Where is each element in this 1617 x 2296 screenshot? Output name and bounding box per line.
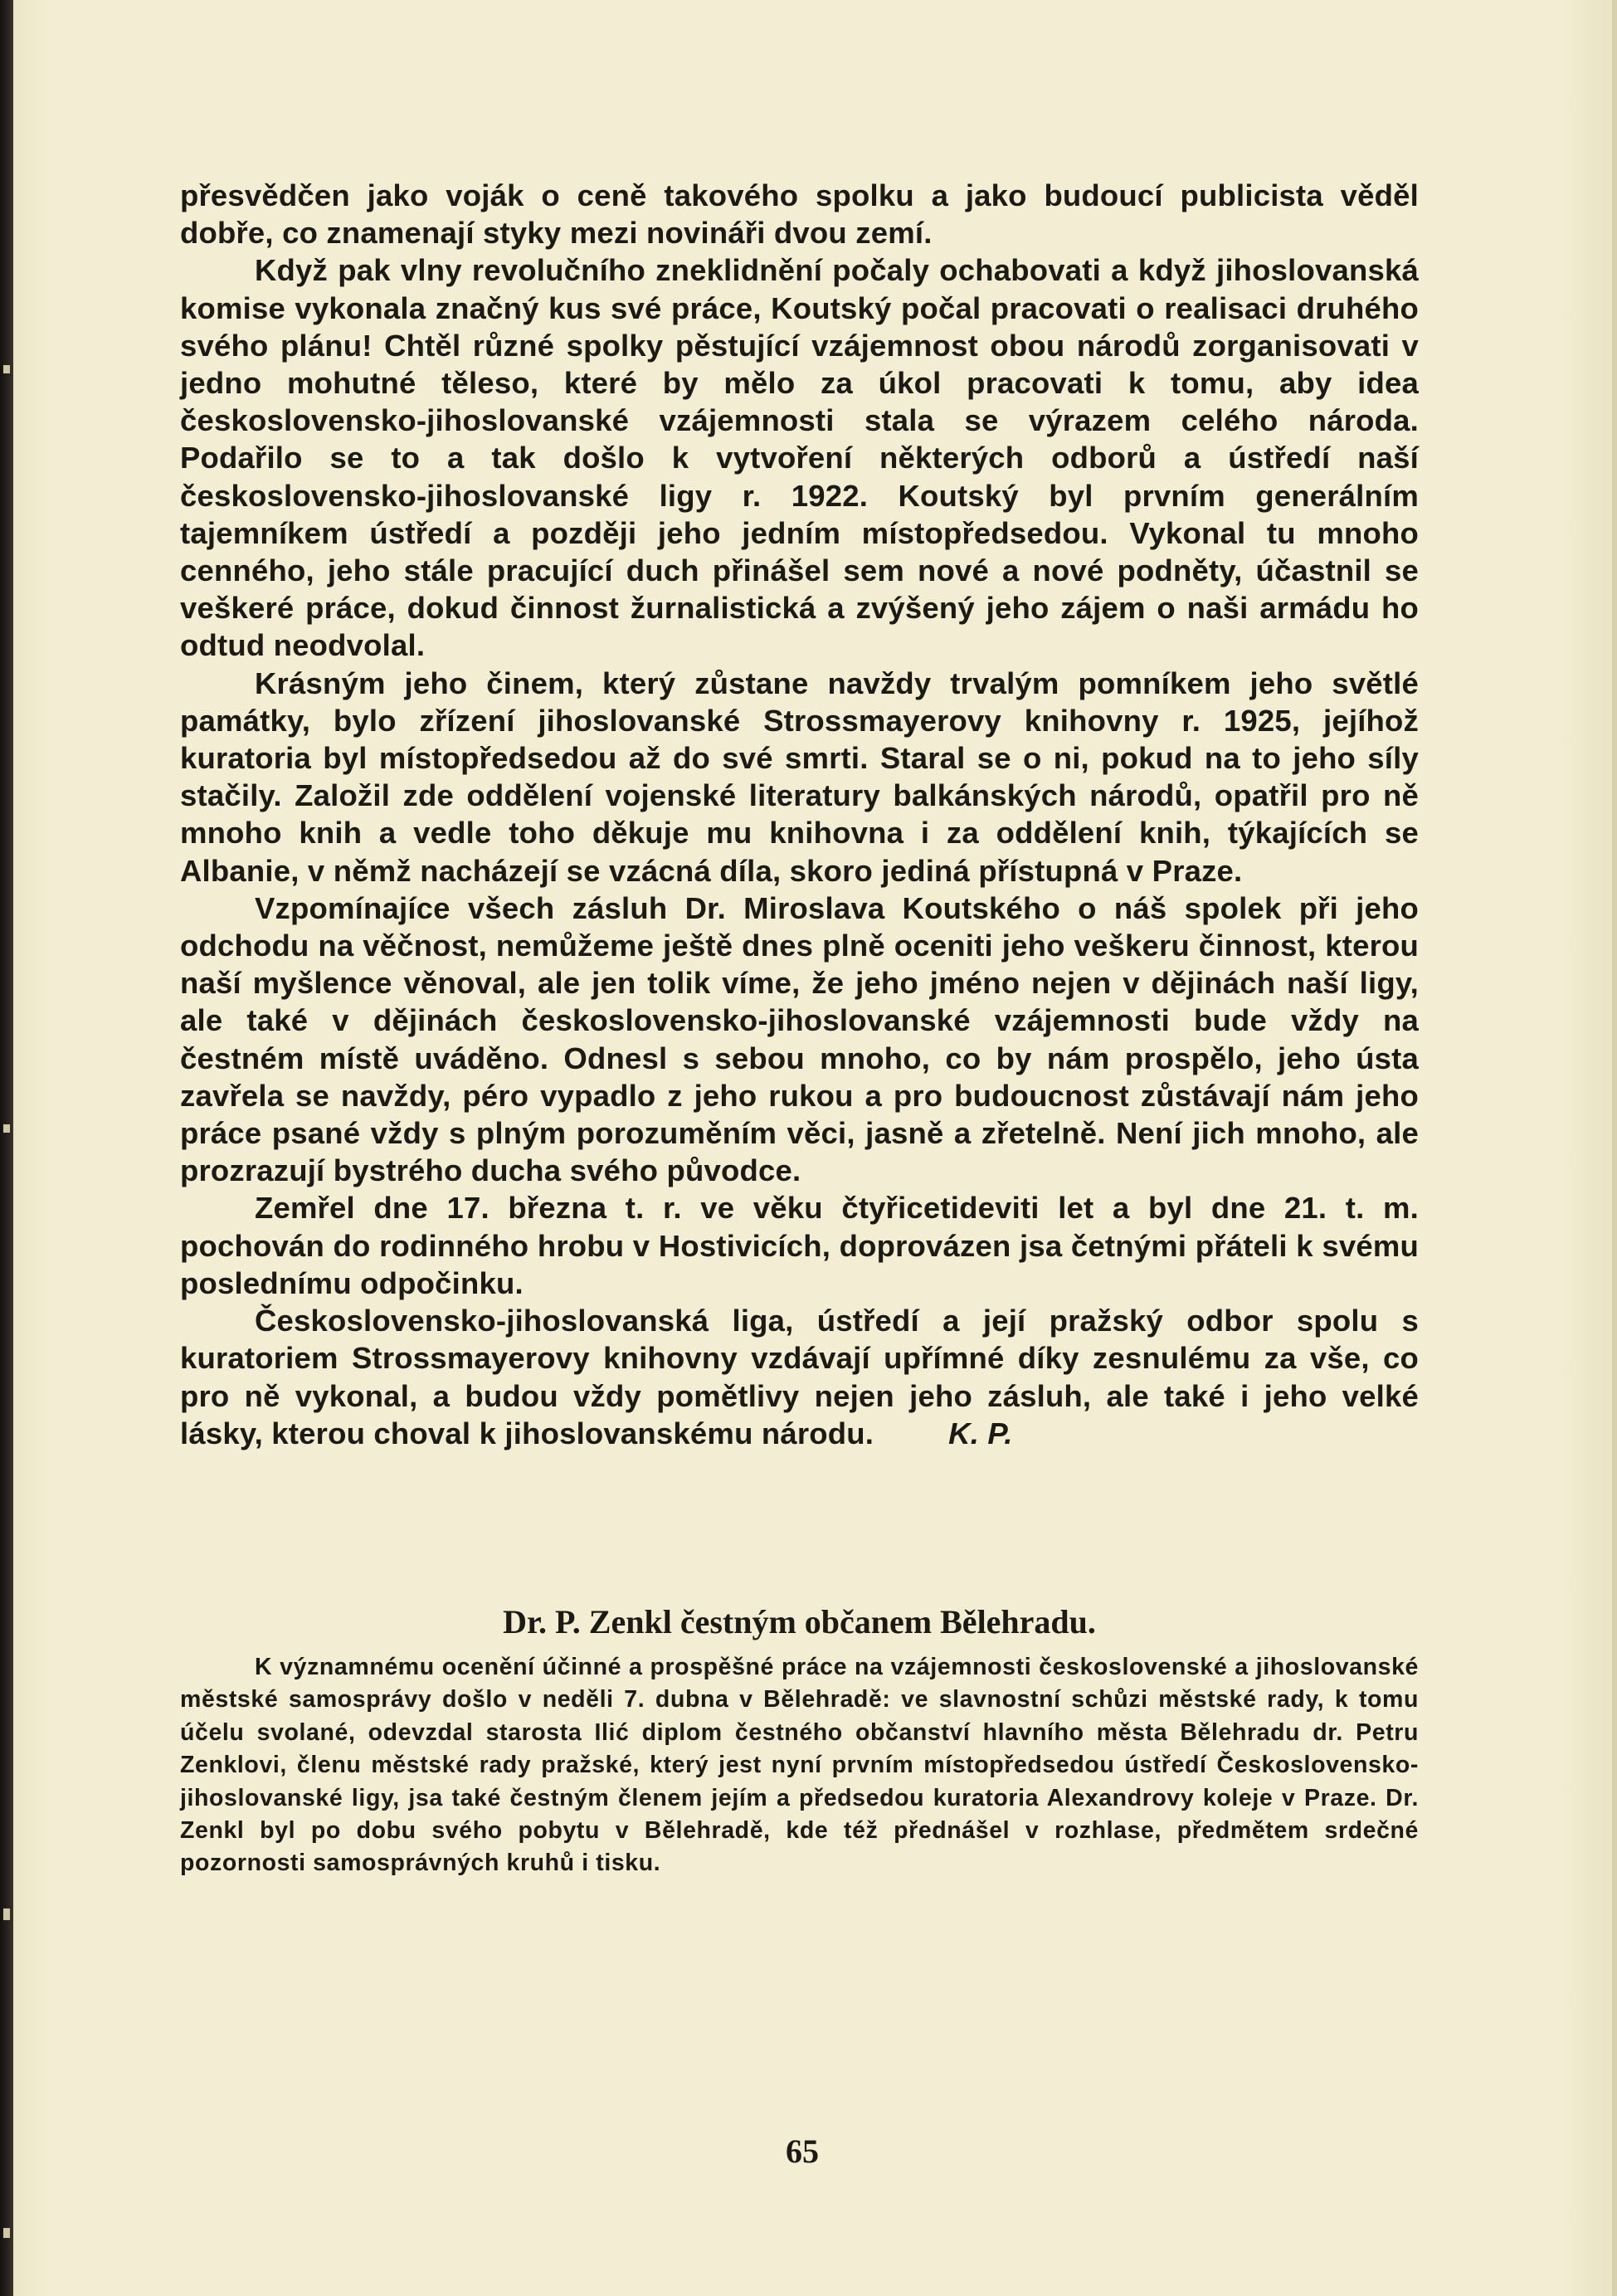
article-paragraph: Vzpomínajíce všech zásluh Dr. Miroslava Koutského o náš spolek při jeho odchodu na věčnost, nemůžeme ještě dnes plně oceniti jeho veškeru činnost, kterou naší myšlence věnoval, ale jen tolik víme, že jeho jméno nejen v dějinách naší ligy, ale také v dějinách československo-jihoslovanské vzájemnosti bude vždy na čestném místě uváděno. Odnesl s sebou mnoho, co by nám prospělo, jeho ústa zavřela se navždy, péro vypadlo z jeho rukou a pro budoucnost zůstávají nám jeho práce psané vždy s plným porozuměním věci, jasně a zřetelně. Není jich mnoho, ale prozrazují bystrého ducha svého původce. — [180, 890, 1419, 1188]
page-right-edge — [1612, 0, 1617, 2296]
page-binding-edge — [0, 0, 13, 2296]
binding-mark — [3, 1908, 10, 1920]
article-paragraph: Krásným jeho činem, který zůstane navždy trvalým pomníkem jeho světlé památky, bylo zřízení jihoslovanské Strossmayerovy knihovny r. 1925, jejíhož kuratoria byl místopředsedou až do své smrti. Staral se o ni, pokud na to jeho síly stačily. Založil zde oddělení vojenské literatury balkánských národů, opatřil pro ně mnoho knih a vedle toho děkuje mu knihovna i za oddělení knih, týkajících se Albanie, v němž nacházejí se vzácná díla, skoro jediná přístupná v Praze. — [180, 665, 1419, 888]
article-paragraph: Československo-jihoslovanská liga, ústředí a její pražský odbor spolu s kuratoriem Strossmayerovy knihovny vzdávají upřímné díky zesnulému za vše, co pro ně vykonal, a budou vždy pomětlivy nejen jeho zásluh, ale také i jeho velké lásky, kterou choval k jihoslovanskému národu. — [180, 1304, 1419, 1450]
author-signature: K. P. — [948, 1416, 1013, 1450]
notice-body: K významnému ocenění účinné a prospěšné práce na vzájemnosti československé a jihoslovanské městské samosprávy došlo v neděli 7. dubna v Bělehradě: ve slavnostní schůzi městské rady, k tomu účelu svolané, odevzdal starosta Ilić diplom čestného občanství hlavního města Bělehradu dr. Petru Zenklovi, členu městské rady pražské, který jest nyní prvním místopředsedou ústředí Československo-jihoslovanské ligy, jsa také čestným členem jejím a předsedou kuratoria Alexandrovy koleje v Praze. Dr. Zenkl byl po dobu svého pobytu v Bělehradě, kde též přednášel v rozhlase, předmětem srdečné pozornosti samosprávných kruhů i tisku. — [180, 1654, 1419, 1877]
article-paragraph: Zemřel dne 17. března t. r. ve věku čtyřicetideviti let a byl dne 21. t. m. pochován do rodinného hrobu v Hostivicích, doprovázen jsa četnými přáteli k svému poslednímu odpočinku. — [180, 1191, 1419, 1300]
binding-mark — [3, 365, 10, 373]
notice-title: Dr. P. Zenkl čestným občanem Bělehradu. — [503, 1603, 1096, 1640]
page-number: 65 — [786, 2133, 819, 2170]
article-paragraph: přesvědčen jako voják o ceně takového spolku a jako budoucí publicista věděl dobře, co znamenají styky mezi novináři dvou zemí. — [180, 178, 1419, 251]
article-paragraph: Když pak vlny revolučního zneklidnění počaly ochabovati a když jihoslovanská komise vykonala značný kus své práce, Koutský počal pracovati o realisaci druhého svého plánu! Chtěl různé spolky pěstující vzájemnost obou národů zorganisovati v jedno mohutné těleso, které by mělo za úkol pracovati k tomu, aby idea československo-jihoslovanské vzájemnosti stala se výrazem celého národa. Podařilo se to a tak došlo k vytvoření některých odborů a ústředí naší československo-jihoslovanské ligy r. 1922. Koutský byl prvním generálním tajemníkem ústředí a později jeho jedním místopředsedou. Vykonal tu mnoho cenného, jeho stále pracující duch přinášel sem nové a nové podněty, účastnil se veškeré práce, dokud činnost žurnalistická a zvýšený jeho zájem o naši armádu ho odtud neodvolal. — [180, 253, 1419, 663]
article-paragraph-final — [180, 1302, 1419, 1452]
binding-mark — [3, 1124, 10, 1133]
binding-mark — [3, 2228, 10, 2238]
article-body — [180, 177, 1419, 1452]
